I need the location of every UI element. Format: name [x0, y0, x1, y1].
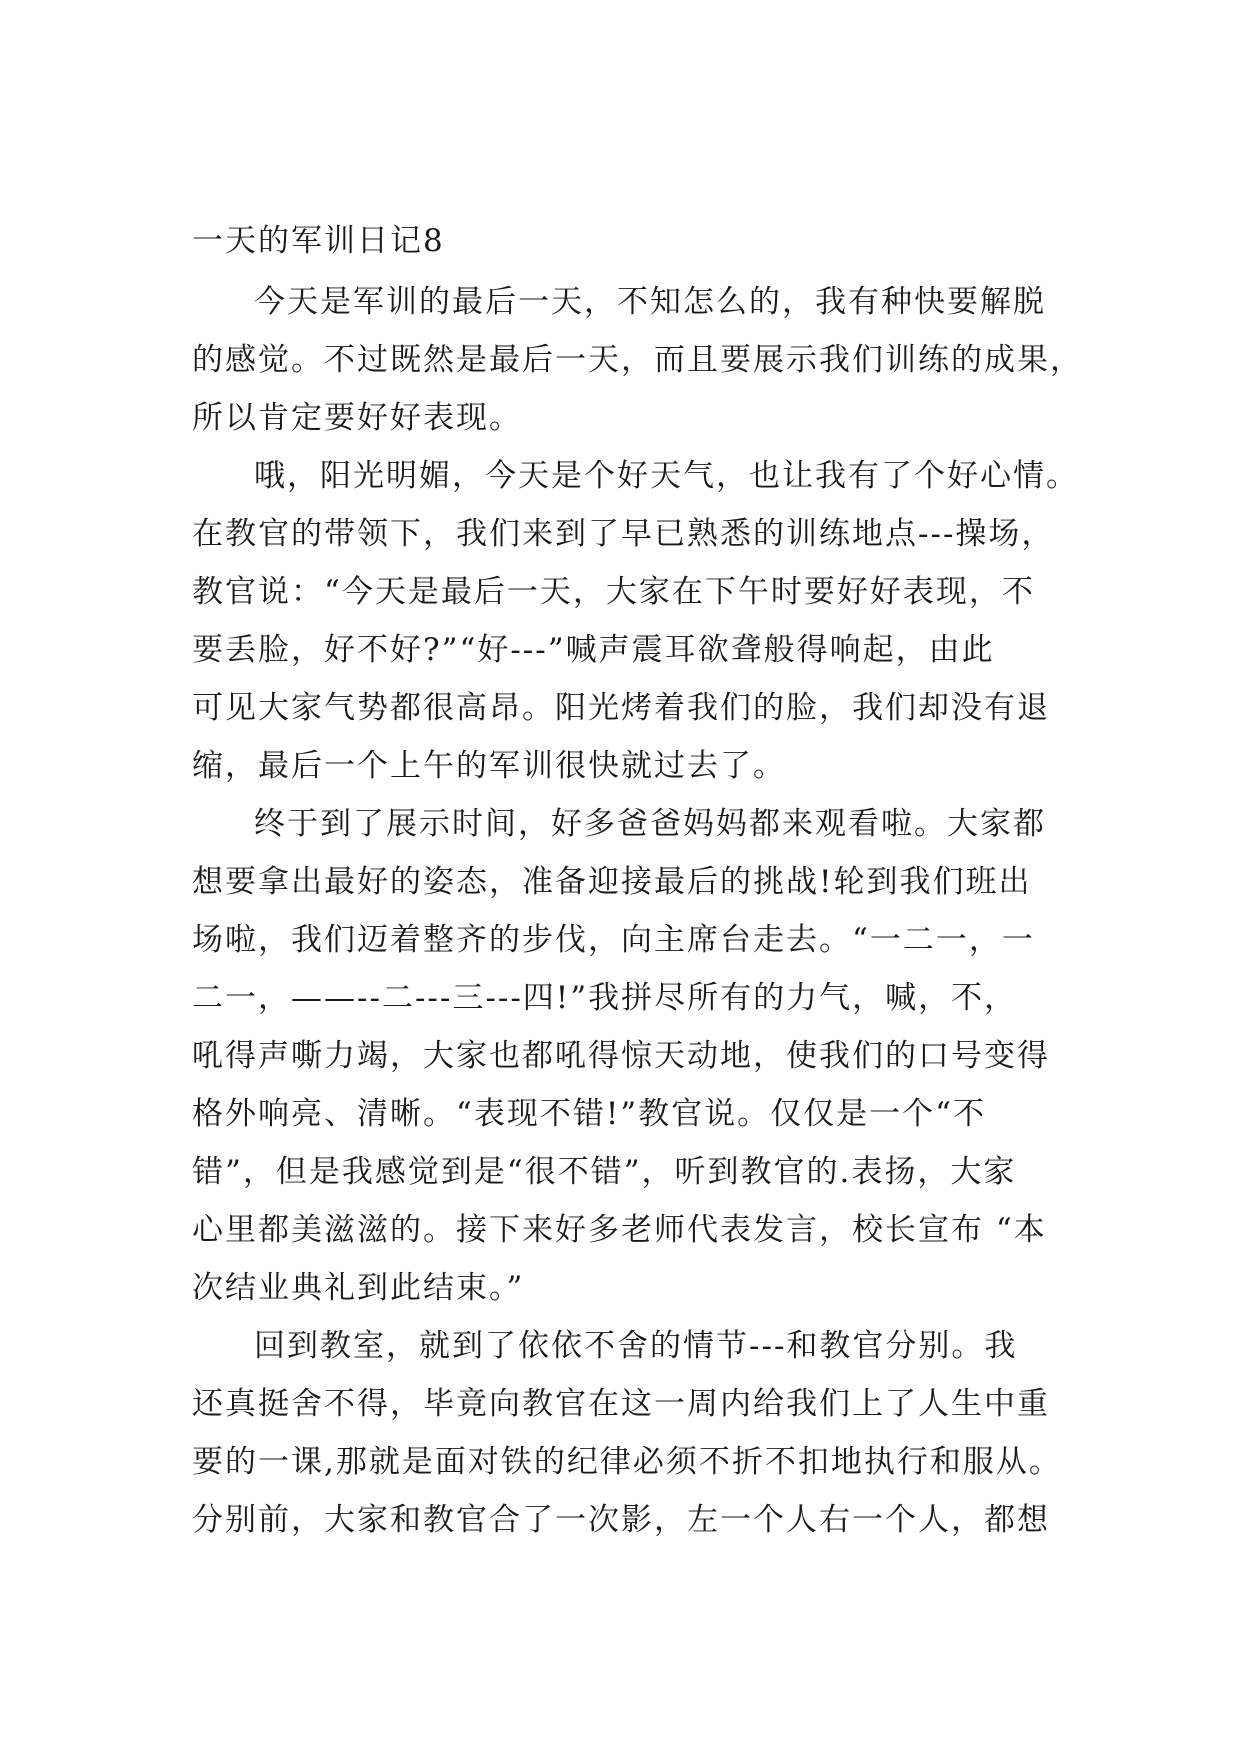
text-line: 心里都美滋滋的。接下来好多老师代表发言，校长宣布 “本 [192, 1212, 1047, 1248]
text-line: 缩，最后一个上午的军训很快就过去了。 [192, 748, 786, 784]
text-line: 场啦，我们迈着整齐的步伐，向主席台走去。“一二一，一 [192, 922, 1035, 958]
text-line: 今天是军训的最后一天，不知怎么的，我有种快要解脱 [254, 284, 1046, 320]
text-line: 要丢脸，好不好?”“好---”喊声震耳欲聋般得响起，由此 [192, 632, 995, 668]
text-line: 二一，——--二---三---四!”我拼尽所有的力气，喊，不， [192, 980, 1018, 1016]
text-line: 哦，阳光明媚，今天是个好天气，也让我有了个好心情。 [254, 458, 1079, 494]
text-line: 所以肯定要好好表现。 [192, 400, 522, 436]
text-line: 回到教室，就到了依依不舍的情节---和教官分别。我 [254, 1328, 1018, 1364]
text-line: 次结业典礼到此结束。” [192, 1270, 525, 1306]
text-line: 终于到了展示时间，好多爸爸妈妈都来观看啦。大家都 [254, 806, 1046, 842]
page-title: 一天的军训日记8 [192, 223, 445, 259]
text-line: 要的一课,那就是面对铁的纪律必须不折不扣地执行和服从。 [192, 1444, 1062, 1480]
text-line: 教官说：“今天是最后一天，大家在下午时要好好表现，不 [192, 574, 1035, 610]
text-line: 的感觉。不过既然是最后一天，而且要展示我们训练的成果， [192, 342, 1083, 378]
text-line: 想要拿出最好的姿态，准备迎接最后的挑战!轮到我们班出 [192, 864, 1032, 900]
text-line: 在教官的带领下，我们来到了早已熟悉的训练地点---操场， [192, 516, 1055, 552]
text-line: 可见大家气势都很高昂。阳光烤着我们的脸，我们却没有退 [192, 690, 1050, 726]
text-line: 分别前，大家和教官合了一次影，左一个人右一个人，都想 [192, 1502, 1050, 1538]
text-line: 错”，但是我感觉到是“很不错”，听到教官的.表扬，大家 [192, 1154, 1017, 1190]
text-line: 吼得声嘶力竭，大家也都吼得惊天动地，使我们的口号变得 [192, 1038, 1050, 1074]
text-line: 还真挺舍不得，毕竟向教官在这一周内给我们上了人生中重 [192, 1386, 1050, 1422]
text-line: 格外响亮、清晰。“表现不错!”教官说。仅仅是一个“不 [192, 1096, 986, 1132]
